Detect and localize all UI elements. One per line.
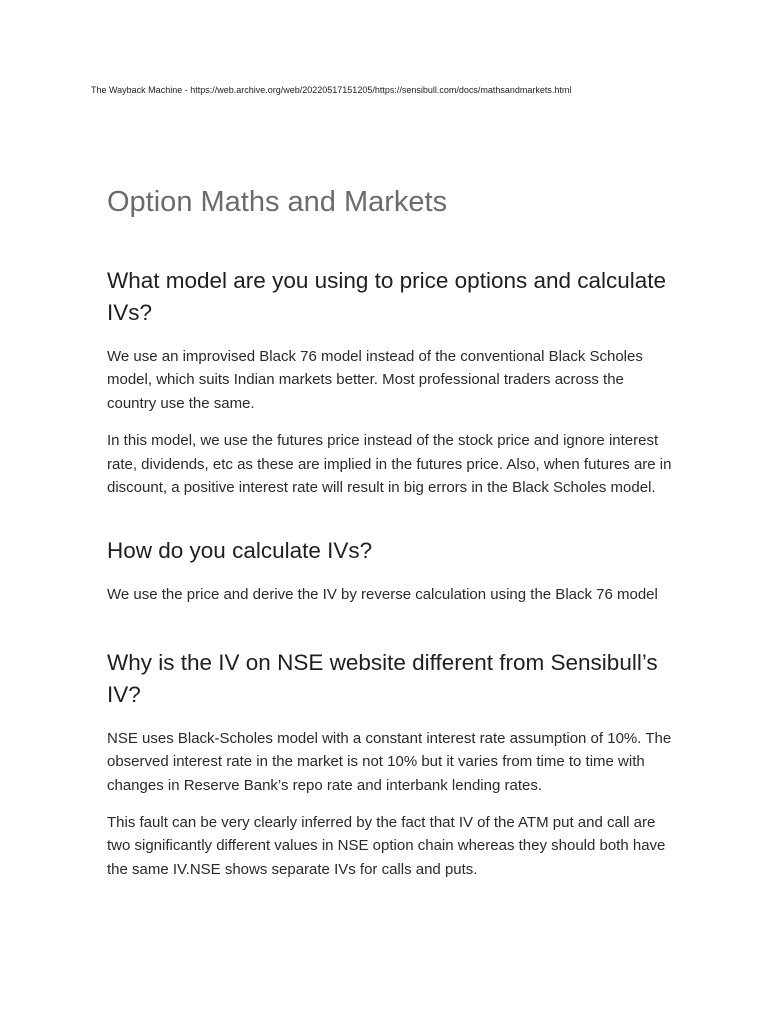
article bbox=[107, 182, 677, 917]
paragraph: In this model, we use the futures price instead of the stock price and ignore interest rate, dividends, etc as these are implied in the futures price. Also, when futures are in discount, a positive interest rate will result in big errors in the Black Scholes model. bbox=[107, 432, 672, 497]
section-calculate-ivs bbox=[107, 535, 677, 606]
paragraph: NSE uses Black-Scholes model with a constant interest rate assumption of 10%. The observed interest rate in the market is not 10% but it varies from time to time with changes in Reserve Bank’s repo rate and interbank lending rates. bbox=[107, 729, 672, 794]
wayback-header: The Wayback Machine - https://web.archive.org/web/20220517151205/https://sensibull.com/docs/mathsandmarkets.html bbox=[91, 85, 572, 95]
section-nse-iv-difference bbox=[107, 647, 677, 881]
paragraph: We use the price and derive the IV by reverse calculation using the Black 76 model bbox=[107, 586, 658, 604]
section-pricing-model bbox=[107, 265, 677, 499]
page-title: Option Maths and Markets bbox=[107, 186, 448, 218]
section-heading: How do you calculate IVs? bbox=[107, 538, 373, 564]
paragraph: This fault can be very clearly inferred by the fact that IV of the ATM put and call are two significantly different values in NSE option chain whereas they should both have the same IV.NSE shows separate IVs for calls and puts. bbox=[107, 814, 666, 878]
section-heading: What model are you using to price options and calculate IVs? bbox=[107, 268, 667, 325]
paragraph: We use an improvised Black 76 model instead of the conventional Black Scholes model, which suits Indian markets better. Most professional traders across the country use the same. bbox=[107, 348, 643, 412]
section-heading: Why is the IV on NSE website different from Sensibull’s IV? bbox=[107, 649, 658, 707]
